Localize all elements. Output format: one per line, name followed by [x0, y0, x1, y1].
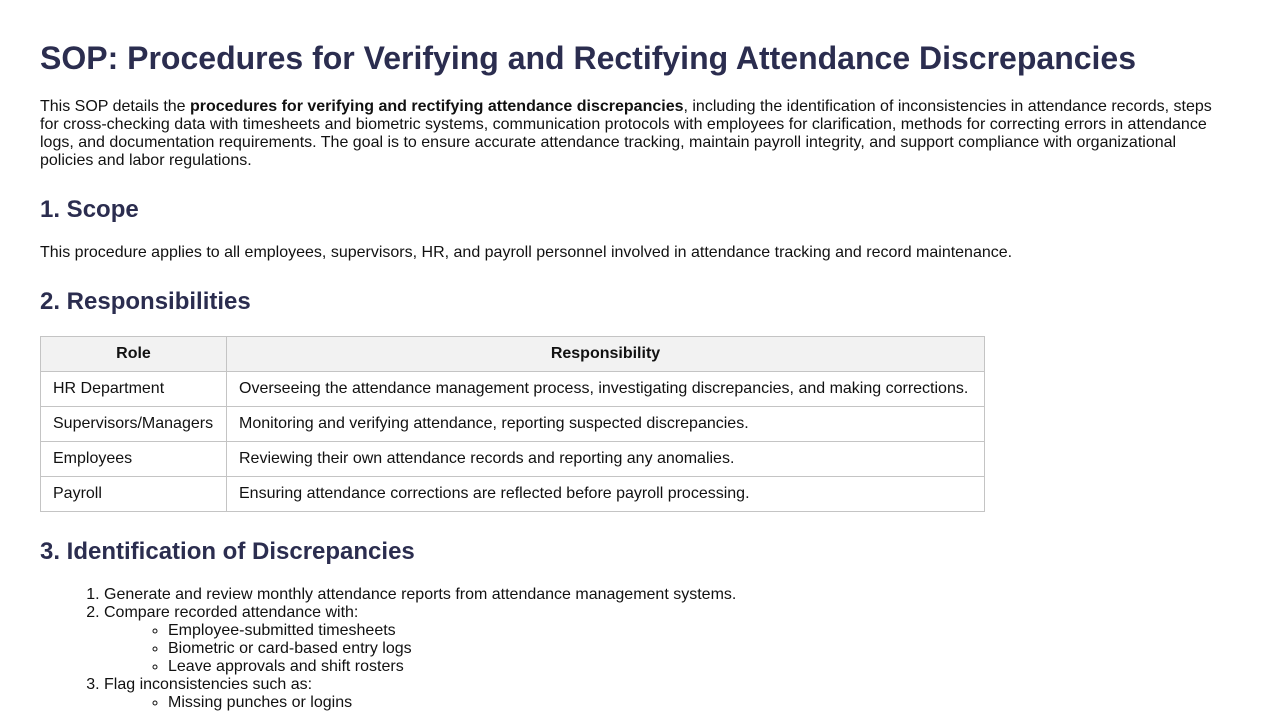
sub-list-item: ◦ Employee-submitted timesheets	[168, 622, 1223, 640]
intro-bold: procedures for verifying and rectifying attendance discrepancies	[190, 98, 684, 115]
role-cell: Employees	[41, 442, 227, 477]
role-cell: Supervisors/Managers	[41, 407, 227, 442]
responsibility-cell: Ensuring attendance corrections are reflected before payroll processing.	[227, 477, 985, 512]
intro-prefix: This SOP details the	[40, 98, 190, 115]
table-row	[41, 477, 985, 512]
responsibility-cell: Overseeing the attendance management process, investigating discrepancies, and making corrections.	[227, 372, 985, 407]
table-header-row	[41, 337, 985, 372]
table-row	[41, 407, 985, 442]
step-text: Compare recorded attendance with:	[104, 604, 359, 621]
intro-suffix: , including the identification of inconsistencies in attendance records, steps for cross-checking data with timesheets and biometric systems, communication protocols with employees for clarification, methods for correcting errors in attendance logs, and documentation requirements. The goal is to ensure accurate attendance tracking, maintain payroll integrity, and support compliance with organizational policies and labor regulations.	[40, 98, 1212, 169]
role-cell: Payroll	[41, 477, 227, 512]
sub-list	[104, 694, 1223, 712]
list-item	[104, 676, 1223, 712]
responsibility-cell: Monitoring and verifying attendance, reporting suspected discrepancies.	[227, 407, 985, 442]
sub-list	[104, 622, 1223, 676]
list-item	[104, 586, 1223, 604]
sub-list-item: ◦ Biometric or card-based entry logs	[168, 640, 1223, 658]
page-title: SOP: Procedures for Verifying and Rectifying Attendance Discrepancies	[40, 40, 1137, 76]
responsibility-cell: Reviewing their own attendance records and reporting any anomalies.	[227, 442, 985, 477]
identification-steps	[40, 586, 1223, 712]
sub-list-item: ◦ Missing punches or logins	[168, 694, 1223, 712]
step-text: Generate and review monthly attendance reports from attendance management systems.	[104, 586, 737, 603]
responsibilities-heading: 2. Responsibilities	[40, 288, 251, 315]
step-text: Flag inconsistencies such as:	[104, 676, 313, 693]
column-header-role: Role	[41, 337, 227, 372]
role-cell: HR Department	[41, 372, 227, 407]
scope-text: This procedure applies to all employees, supervisors, HR, and payroll personnel involved in attendance tracking and record maintenance.	[40, 244, 1013, 261]
list-item	[104, 604, 1223, 676]
column-header-responsibility: Responsibility	[227, 337, 985, 372]
table-row	[41, 442, 985, 477]
scope-heading: 1. Scope	[40, 196, 139, 223]
table-row	[41, 372, 985, 407]
identification-heading: 3. Identification of Discrepancies	[40, 538, 415, 565]
sub-list-item: ◦ Leave approvals and shift rosters	[168, 658, 1223, 676]
intro-paragraph	[40, 98, 1223, 170]
responsibilities-table	[40, 336, 985, 512]
